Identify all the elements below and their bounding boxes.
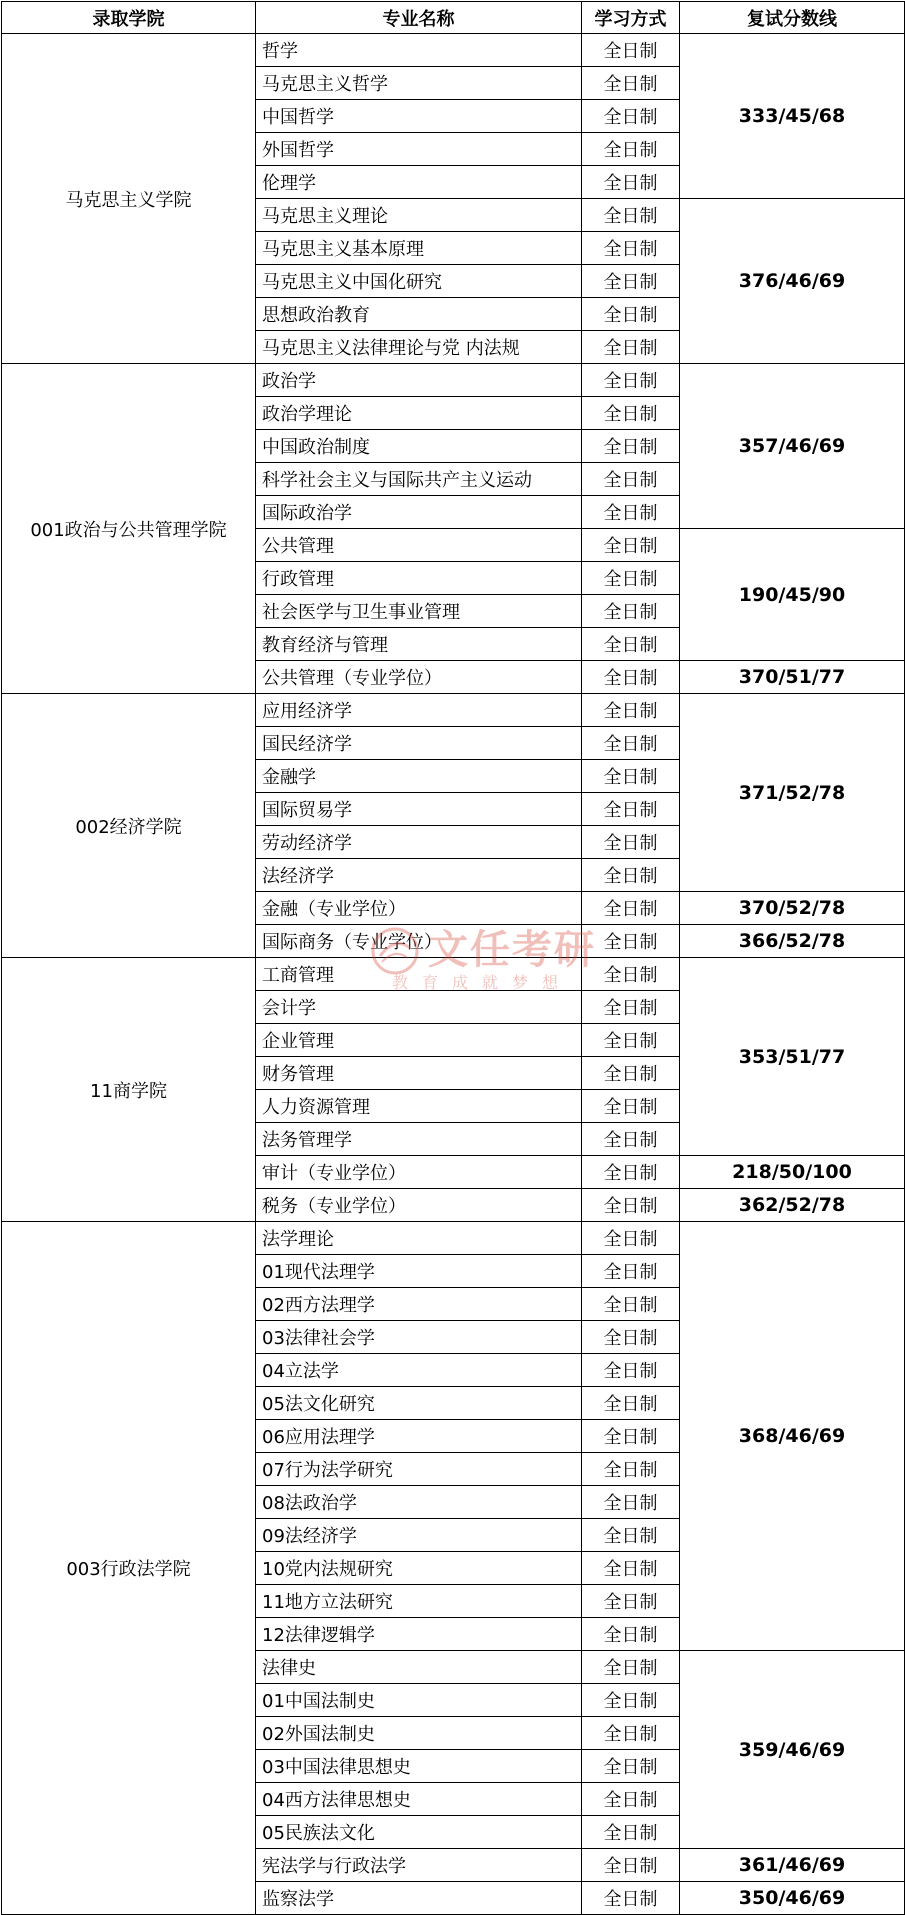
table-body — [2, 34, 905, 1915]
study-mode-cell: 全日制 — [582, 925, 680, 958]
major-cell: 国际商务（专业学位） — [256, 925, 582, 958]
score-cell: 350/46/69 — [680, 1882, 905, 1915]
study-mode-cell: 全日制 — [582, 1057, 680, 1090]
table-row — [2, 34, 905, 67]
study-mode-cell: 全日制 — [582, 793, 680, 826]
major-cell: 教育经济与管理 — [256, 628, 582, 661]
college-cell: 003行政法学院 — [2, 1222, 256, 1915]
major-cell: 外国哲学 — [256, 133, 582, 166]
score-cell: 357/46/69 — [680, 364, 905, 529]
study-mode-cell: 全日制 — [582, 1024, 680, 1057]
score-cell: 371/52/78 — [680, 694, 905, 892]
major-cell: 马克思主义法律理论与党 内法规 — [256, 331, 582, 364]
study-mode-cell: 全日制 — [582, 1288, 680, 1321]
major-cell: 05法文化研究 — [256, 1387, 582, 1420]
study-mode-cell: 全日制 — [582, 1783, 680, 1816]
study-mode-cell: 全日制 — [582, 892, 680, 925]
study-mode-cell: 全日制 — [582, 364, 680, 397]
score-cell: 218/50/100 — [680, 1156, 905, 1189]
study-mode-cell: 全日制 — [582, 1816, 680, 1849]
study-mode-cell: 全日制 — [582, 1849, 680, 1882]
major-cell: 财务管理 — [256, 1057, 582, 1090]
admission-score-table — [1, 1, 905, 1915]
study-mode-cell: 全日制 — [582, 397, 680, 430]
major-cell: 工商管理 — [256, 958, 582, 991]
study-mode-cell: 全日制 — [582, 991, 680, 1024]
major-cell: 09法经济学 — [256, 1519, 582, 1552]
major-cell: 公共管理（专业学位） — [256, 661, 582, 694]
major-cell: 01现代法理学 — [256, 1255, 582, 1288]
study-mode-cell: 全日制 — [582, 727, 680, 760]
major-cell: 11地方立法研究 — [256, 1585, 582, 1618]
study-mode-cell: 全日制 — [582, 67, 680, 100]
watermark-title: 文任考研 — [428, 927, 596, 973]
major-cell: 税务（专业学位） — [256, 1189, 582, 1222]
study-mode-cell: 全日制 — [582, 496, 680, 529]
study-mode-cell: 全日制 — [582, 199, 680, 232]
study-mode-cell: 全日制 — [582, 1486, 680, 1519]
study-mode-cell: 全日制 — [582, 166, 680, 199]
study-mode-cell: 全日制 — [582, 1123, 680, 1156]
major-cell: 人力资源管理 — [256, 1090, 582, 1123]
header-study-mode: 学习方式 — [582, 2, 680, 34]
score-cell: 361/46/69 — [680, 1849, 905, 1882]
major-cell: 伦理学 — [256, 166, 582, 199]
study-mode-cell: 全日制 — [582, 562, 680, 595]
major-cell: 国民经济学 — [256, 727, 582, 760]
study-mode-cell: 全日制 — [582, 958, 680, 991]
table-row — [2, 1222, 905, 1255]
study-mode-cell: 全日制 — [582, 1717, 680, 1750]
study-mode-cell: 全日制 — [582, 595, 680, 628]
major-cell: 审计（专业学位） — [256, 1156, 582, 1189]
score-cell: 370/51/77 — [680, 661, 905, 694]
study-mode-cell: 全日制 — [582, 1189, 680, 1222]
major-cell: 马克思主义哲学 — [256, 67, 582, 100]
study-mode-cell: 全日制 — [582, 265, 680, 298]
score-cell: 333/45/68 — [680, 34, 905, 199]
major-cell: 行政管理 — [256, 562, 582, 595]
header-major: 专业名称 — [256, 2, 582, 34]
study-mode-cell: 全日制 — [582, 1585, 680, 1618]
study-mode-cell: 全日制 — [582, 331, 680, 364]
major-cell: 07行为法学研究 — [256, 1453, 582, 1486]
study-mode-cell: 全日制 — [582, 1387, 680, 1420]
major-cell: 宪法学与行政法学 — [256, 1849, 582, 1882]
college-cell: 11商学院 — [2, 958, 256, 1222]
score-cell: 376/46/69 — [680, 199, 905, 364]
header-college: 录取学院 — [2, 2, 256, 34]
study-mode-cell: 全日制 — [582, 1090, 680, 1123]
major-cell: 中国政治制度 — [256, 430, 582, 463]
table-header-row — [2, 2, 905, 34]
study-mode-cell: 全日制 — [582, 133, 680, 166]
study-mode-cell: 全日制 — [582, 1420, 680, 1453]
major-cell: 01中国法制史 — [256, 1684, 582, 1717]
college-cell: 001政治与公共管理学院 — [2, 364, 256, 694]
table-row — [2, 364, 905, 397]
major-cell: 法学理论 — [256, 1222, 582, 1255]
major-cell: 05民族法文化 — [256, 1816, 582, 1849]
study-mode-cell: 全日制 — [582, 826, 680, 859]
table-row — [2, 958, 905, 991]
major-cell: 国际贸易学 — [256, 793, 582, 826]
major-cell: 法经济学 — [256, 859, 582, 892]
major-cell: 国际政治学 — [256, 496, 582, 529]
study-mode-cell: 全日制 — [582, 661, 680, 694]
study-mode-cell: 全日制 — [582, 1255, 680, 1288]
major-cell: 公共管理 — [256, 529, 582, 562]
study-mode-cell: 全日制 — [582, 430, 680, 463]
major-cell: 03中国法律思想史 — [256, 1750, 582, 1783]
study-mode-cell: 全日制 — [582, 694, 680, 727]
major-cell: 马克思主义中国化研究 — [256, 265, 582, 298]
study-mode-cell: 全日制 — [582, 1321, 680, 1354]
study-mode-cell: 全日制 — [582, 100, 680, 133]
study-mode-cell: 全日制 — [582, 859, 680, 892]
college-cell: 002经济学院 — [2, 694, 256, 958]
major-cell: 政治学 — [256, 364, 582, 397]
study-mode-cell: 全日制 — [582, 1354, 680, 1387]
score-cell: 359/46/69 — [680, 1651, 905, 1849]
study-mode-cell: 全日制 — [582, 1750, 680, 1783]
score-cell: 190/45/90 — [680, 529, 905, 661]
major-cell: 哲学 — [256, 34, 582, 67]
major-cell: 04立法学 — [256, 1354, 582, 1387]
major-cell: 04西方法律思想史 — [256, 1783, 582, 1816]
study-mode-cell: 全日制 — [582, 760, 680, 793]
study-mode-cell: 全日制 — [582, 1222, 680, 1255]
major-cell: 政治学理论 — [256, 397, 582, 430]
header-retest-score: 复试分数线 — [680, 2, 905, 34]
major-cell: 金融学 — [256, 760, 582, 793]
major-cell: 中国哲学 — [256, 100, 582, 133]
study-mode-cell: 全日制 — [582, 1882, 680, 1915]
study-mode-cell: 全日制 — [582, 1156, 680, 1189]
major-cell: 法务管理学 — [256, 1123, 582, 1156]
major-cell: 金融（专业学位） — [256, 892, 582, 925]
study-mode-cell: 全日制 — [582, 298, 680, 331]
major-cell: 企业管理 — [256, 1024, 582, 1057]
major-cell: 08法政治学 — [256, 1486, 582, 1519]
score-cell: 368/46/69 — [680, 1222, 905, 1651]
score-cell: 366/52/78 — [680, 925, 905, 958]
score-cell: 353/51/77 — [680, 958, 905, 1156]
major-cell: 应用经济学 — [256, 694, 582, 727]
score-cell: 370/52/78 — [680, 892, 905, 925]
study-mode-cell: 全日制 — [582, 529, 680, 562]
study-mode-cell: 全日制 — [582, 463, 680, 496]
score-cell: 362/52/78 — [680, 1189, 905, 1222]
major-cell: 03法律社会学 — [256, 1321, 582, 1354]
major-cell: 法律史 — [256, 1651, 582, 1684]
major-cell: 06应用法理学 — [256, 1420, 582, 1453]
study-mode-cell: 全日制 — [582, 1618, 680, 1651]
major-cell: 劳动经济学 — [256, 826, 582, 859]
major-cell: 02西方法理学 — [256, 1288, 582, 1321]
study-mode-cell: 全日制 — [582, 1453, 680, 1486]
study-mode-cell: 全日制 — [582, 1684, 680, 1717]
major-cell: 12法律逻辑学 — [256, 1618, 582, 1651]
study-mode-cell: 全日制 — [582, 34, 680, 67]
study-mode-cell: 全日制 — [582, 628, 680, 661]
major-cell: 02外国法制史 — [256, 1717, 582, 1750]
major-cell: 思想政治教育 — [256, 298, 582, 331]
major-cell: 马克思主义基本原理 — [256, 232, 582, 265]
study-mode-cell: 全日制 — [582, 1519, 680, 1552]
table-row — [2, 694, 905, 727]
major-cell: 社会医学与卫生事业管理 — [256, 595, 582, 628]
watermark-subtitle: 教育成就梦想 — [392, 973, 573, 992]
major-cell: 监察法学 — [256, 1882, 582, 1915]
college-cell: 马克思主义学院 — [2, 34, 256, 364]
study-mode-cell: 全日制 — [582, 1651, 680, 1684]
major-cell: 10党内法规研究 — [256, 1552, 582, 1585]
major-cell: 马克思主义理论 — [256, 199, 582, 232]
study-mode-cell: 全日制 — [582, 232, 680, 265]
major-cell: 会计学 — [256, 991, 582, 1024]
study-mode-cell: 全日制 — [582, 1552, 680, 1585]
major-cell: 科学社会主义与国际共产主义运动 — [256, 463, 582, 496]
